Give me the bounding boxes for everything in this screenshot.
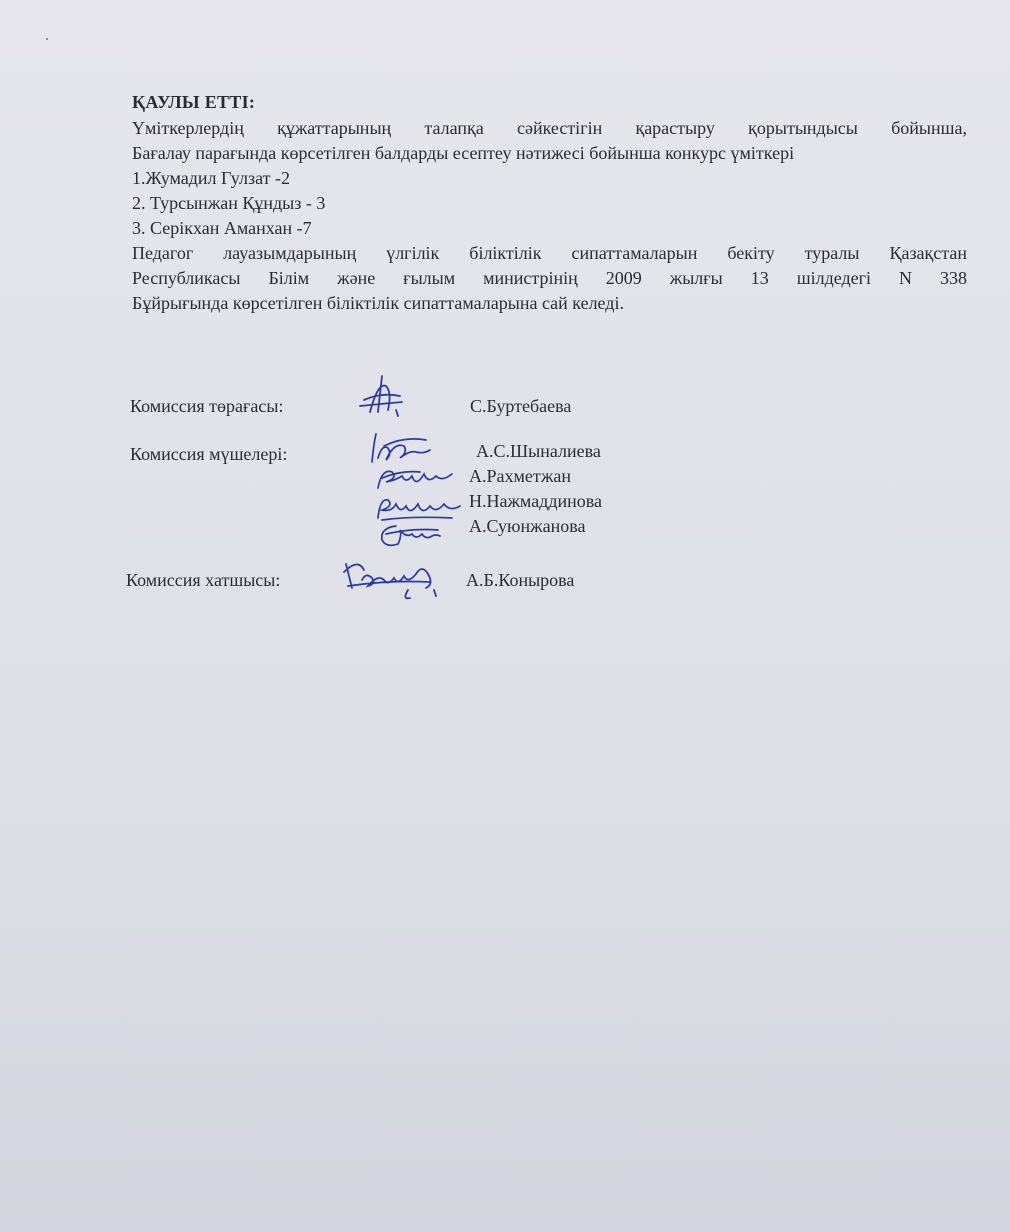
conclusion-line-2: Республикасы Білім және ғылым министрінің 2009 жылғы 13 шілдедегі N 338 (132, 268, 967, 288)
member-2-signature (372, 462, 468, 494)
member-2-name: А.Рахметжан (469, 466, 572, 486)
conclusion-line-3: Бұйрығында көрсетілген біліктілік сипаттамаларына сай келеді. (132, 293, 624, 313)
candidate-1: 1.Жумадил Гулзат -2 (132, 168, 290, 188)
chair-label: Комиссия төрағасы: (130, 396, 284, 416)
resolution-text (132, 90, 967, 316)
secretary-name: А.Б.Конырова (466, 570, 575, 590)
resolution-heading: ҚАУЛЫ ЕТТІ: (132, 92, 256, 112)
speck-mark (46, 38, 48, 40)
member-4-name: А.Суюнжанова (469, 516, 586, 536)
member-4-signature (372, 520, 442, 552)
candidate-3: 3. Серікхан Аманхан -7 (132, 218, 312, 238)
members-label: Комиссия мүшелері: (130, 444, 288, 464)
chair-signature (352, 372, 412, 422)
secretary-label: Комиссия хатшысы: (126, 570, 281, 590)
intro-line-2: Бағалау парағында көрсетілген балдарды есептеу нәтижесі бойынша конкурс үміткері (132, 143, 795, 163)
member-3-name: Н.Нажмаддинова (469, 491, 603, 511)
conclusion-line-1: Педагог лауазымдарының үлгілік біліктілік сипаттамаларын бекіту туралы Қазақстан (132, 243, 967, 263)
secretary-signature (338, 550, 448, 604)
member-1-name: А.С.Шыналиева (476, 441, 601, 461)
chair-name: С.Буртебаева (470, 396, 572, 416)
candidate-2: 2. Турсынжан Құндыз - 3 (132, 193, 326, 213)
intro-line-1: Үміткерлердің құжаттарының талапқа сәйкестігін қарастыру қорытындысы бойынша, (132, 118, 967, 138)
